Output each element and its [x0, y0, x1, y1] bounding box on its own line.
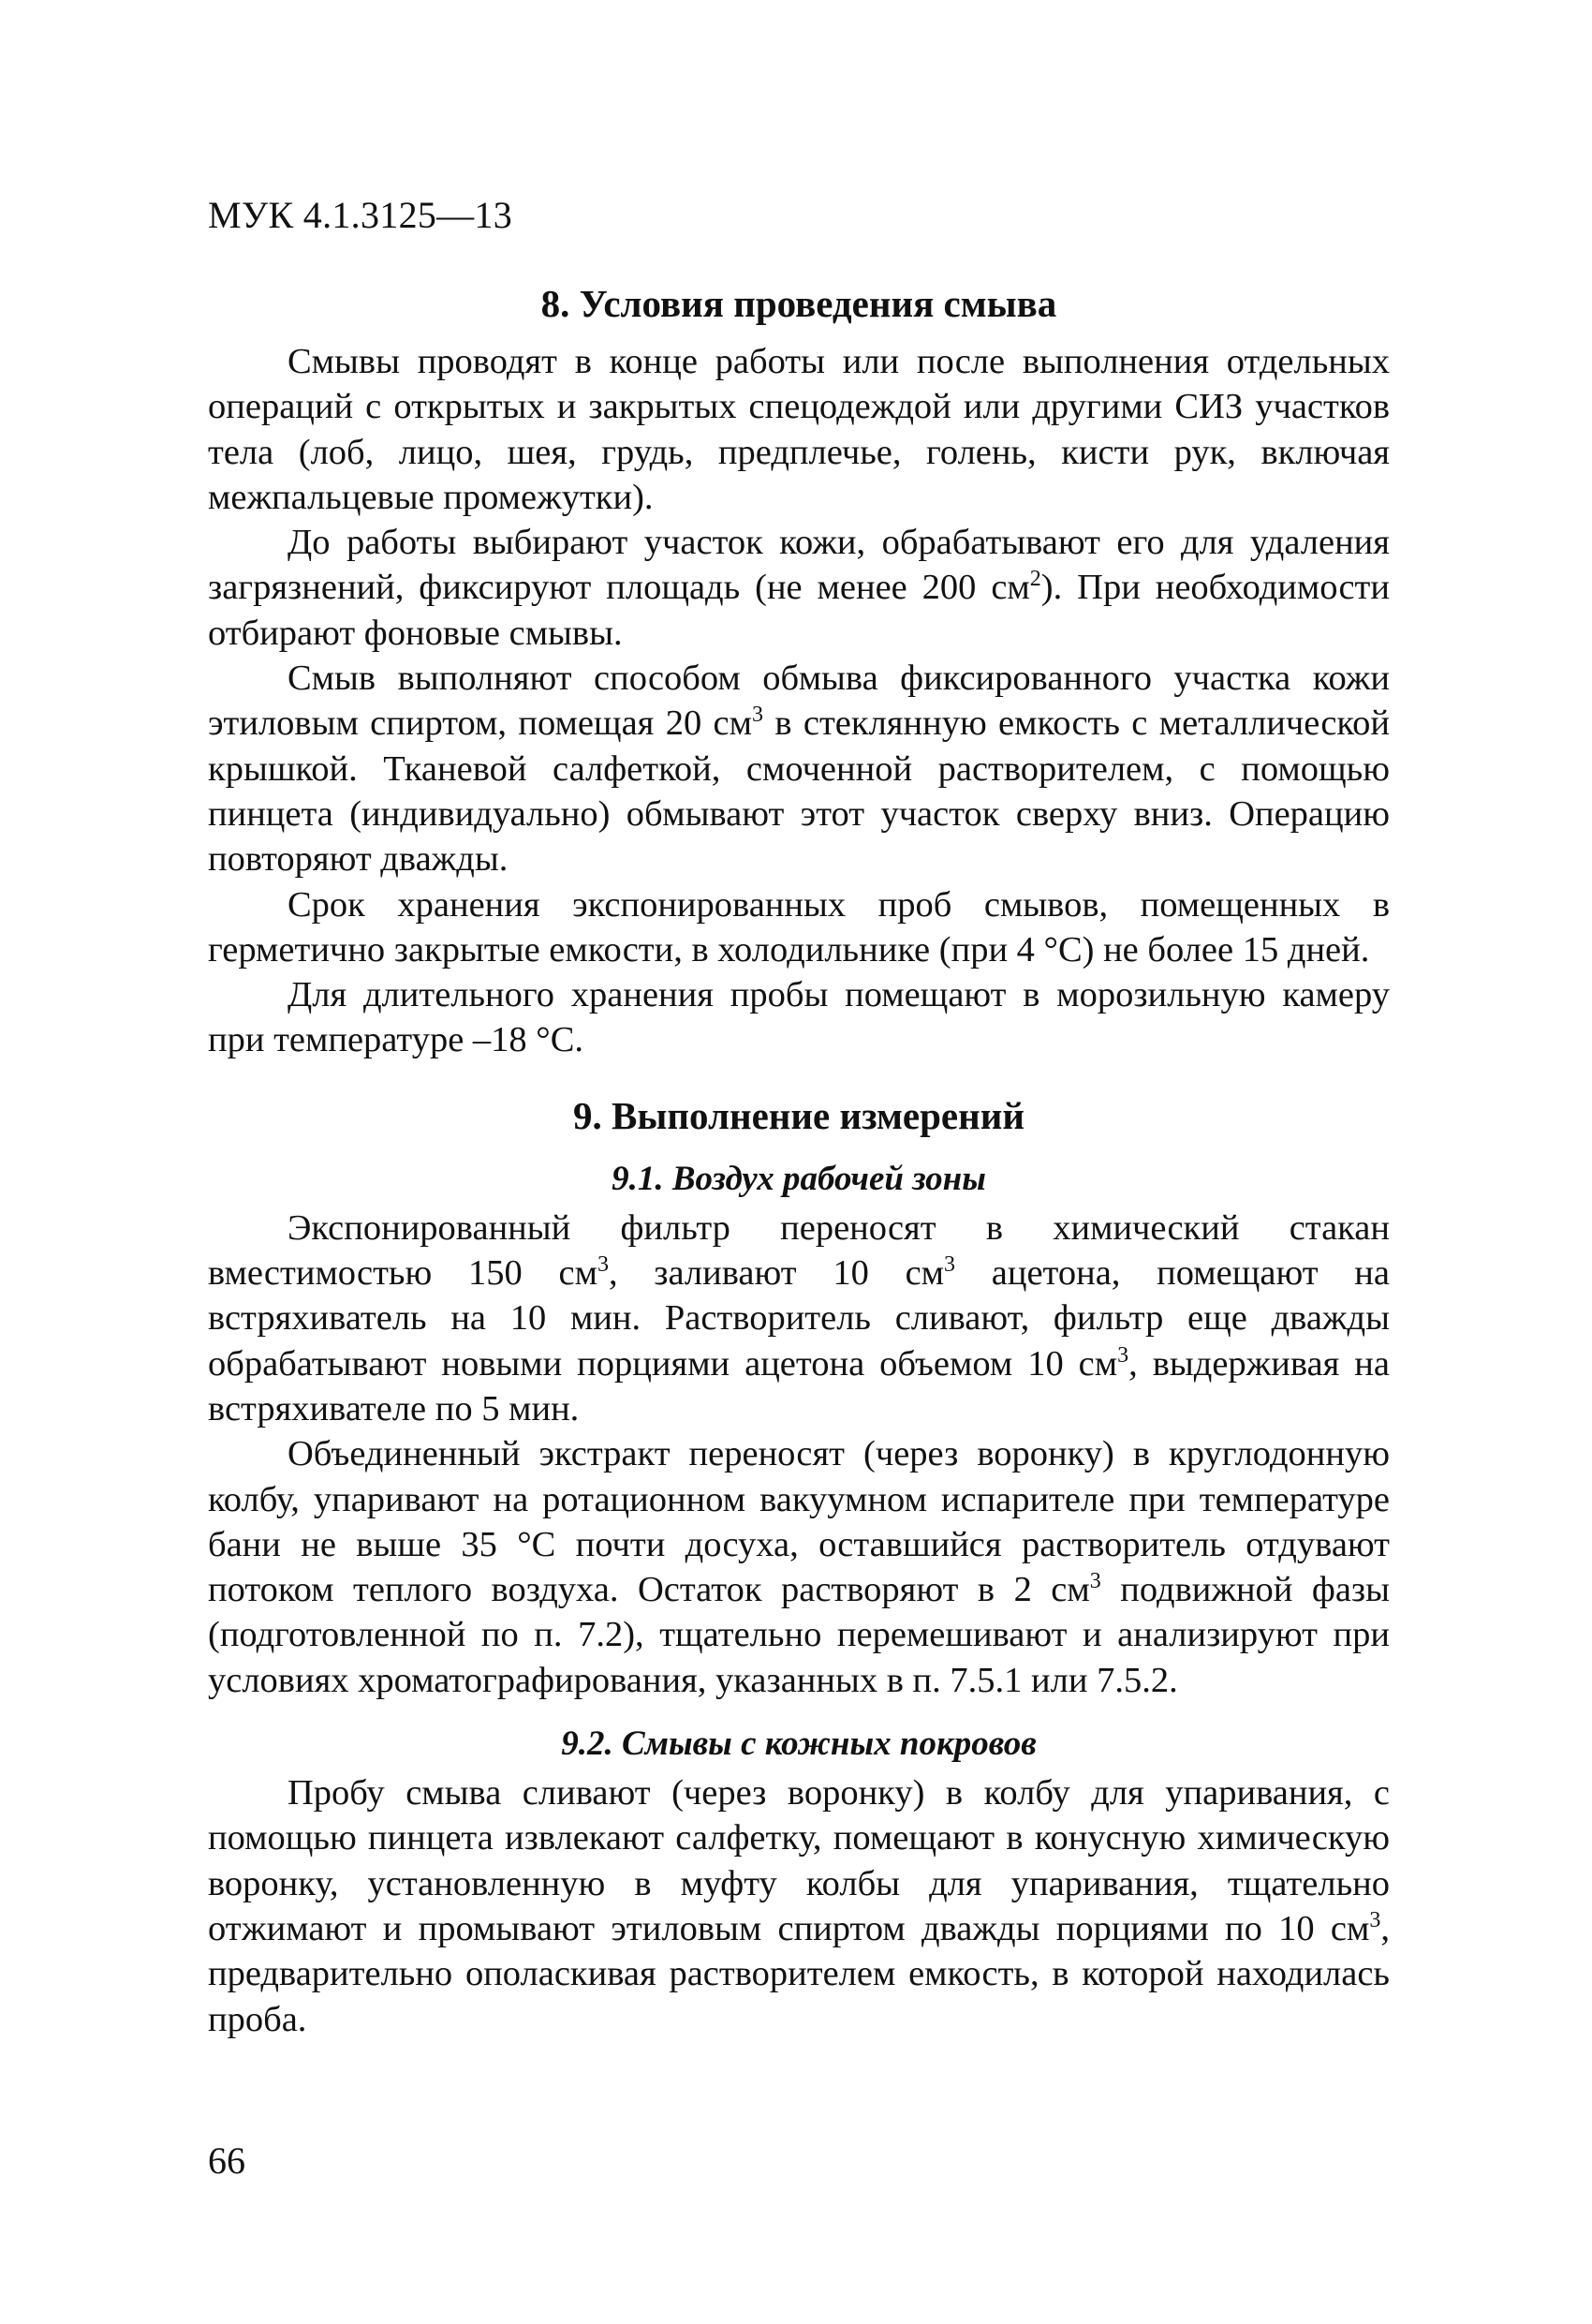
- section-8-paragraph-1: Смывы проводят в конце работы или после выполнения отдельных операций с открытых и закрытых спецодеждой или другими СИЗ участков тела (лоб, лицо, шея, грудь, предплечье, голень, кисти рук, включая межпальцевые промежутки).: [208, 342, 1390, 517]
- subsection-9-1-title: 9.1. Воздух рабочей зоны: [612, 1159, 986, 1198]
- section-9-title: 9. Выполнение измерений: [573, 1093, 1024, 1137]
- document-code: МУК 4.1.3125—13: [208, 194, 513, 236]
- subsection-9-1-paragraph-2: Объединенный экстракт переносят (через воронку) в круглодонную колбу, упаривают на ротационном вакуумном испарителе при температуре бани не выше 35 °С почти досуха, оставшийся растворитель отдувают потоком теплого воздуха. Остаток растворяют в 2 $см^3$ подвижной фазы (подготовленной по п. 7.2), тщательно перемешивают и анализируют при условиях хроматографирования, указанных в п. 7.5.1 или 7.5.2.: [208, 1434, 1390, 1700]
- section-8-paragraph-5: Для длительного хранения пробы помещают в морозильную камеру при температуре –18 °С.: [208, 975, 1390, 1060]
- subsection-9-1-paragraph-1: Экспонированный фильтр переносят в химический стакан вместимостью 150 $см^3$, заливают 10 $см^3$ ацетона, помещают на встряхиватель на 10 мин. Растворитель сливают, фильтр еще дважды обрабатывают новыми порциями ацетона объемом 10 $см^3$, выдерживая на встряхивателе по 5 мин.: [208, 1207, 1390, 1428]
- section-8-paragraph-2: До работы выбирают участок кожи, обрабатывают его для удаления загрязнений, фиксируют площадь (не менее 200 $см^2$). При необходимости отбирают фоновые смывы.: [208, 523, 1390, 653]
- subsection-9-2-title: 9.2. Смывы с кожных покровов: [561, 1724, 1037, 1764]
- section-8-paragraph-4: Срок хранения экспонированных проб смывов, помещенных в герметично закрытые емкости, в холодильнике (при 4 °С) не более 15 дней.: [208, 884, 1390, 970]
- page-content: [208, 277, 1390, 2042]
- section-8-title: 8. Условия проведения смыва: [540, 282, 1057, 325]
- page-number: 66: [208, 2139, 245, 2182]
- section-8-paragraph-3: Смыв выполняют способом обмыва фиксированного участка кожи этиловым спиртом, помещая 20 $см^3$ в стеклянную емкость с металлической крышкой. Тканевой салфеткой, смоченной растворителем, с помощью пинцета (индивидуально) обмывают этот участок сверху вниз. Операцию повторяют дважды.: [208, 659, 1391, 880]
- subsection-9-2-paragraph-1: Пробу смыва сливают (через воронку) в колбу для упаривания, с помощью пинцета извлекают салфетку, помещают в конусную химическую воронку, установленную в муфту колбы для упаривания, тщательно отжимают и промывают этиловым спиртом дважды порциями по 10 $см^3$, предварительно ополаскивая растворителем емкость, в которой находилась проба.: [208, 1773, 1390, 2039]
